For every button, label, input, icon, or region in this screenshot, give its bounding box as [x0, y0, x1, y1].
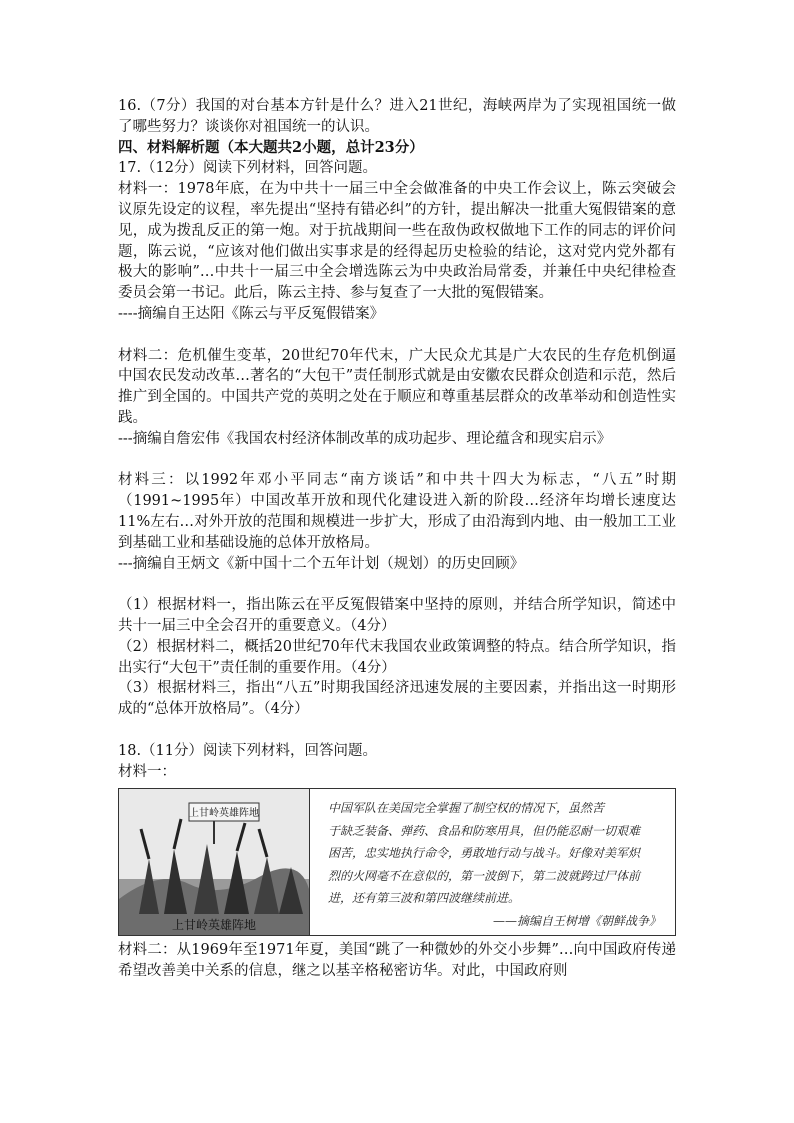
q17-material-2-source: ---摘编自詹宏伟《我国农村经济体制改革的成功起步、理论蕴含和现实启示》: [118, 430, 612, 447]
q18-quote-text: [310, 789, 675, 935]
question-18-intro: 18.（11分）阅读下列材料，回答问题。: [118, 742, 378, 759]
shangganling-photo: [119, 789, 310, 935]
photo-sign-text: 上甘岭英雄阵地: [189, 808, 259, 820]
q17-material-3-source: ---摘编自王炳文《新中国十二个五年计划（规划）的历史回顾》: [118, 555, 525, 572]
photo-caption: 上甘岭英雄阵地: [171, 918, 256, 933]
q18-material-2: 材料二：从1969年至1971年夏，美国“跳了一种微妙的外交小步舞”…向中国政府传递希望改善美中关系的信息，继之以基辛格秘密访华。对此，中国政府则: [118, 942, 676, 980]
document-page: [118, 96, 676, 982]
soldiers-photo-illustration: [119, 789, 309, 935]
q17-sub-question-1: （1）根据材料一，指出陈云在平反冤假错案中坚持的原则，并结合所学知识，简述中共十一届三中全会召开的重要意义。（4分）: [118, 597, 676, 634]
q18-material-1-figure: [118, 788, 676, 936]
q17-material-1-source: ----摘编自王达阳《陈云与平反冤假错案》: [118, 305, 385, 322]
quote-line: 进，还有第三波和第四波继续前进。: [328, 891, 521, 906]
quote-line: 于缺乏装备、弹药、食品和防寒用具，但仍能忍耐一切艰难: [328, 823, 641, 838]
q17-material-2: 材料二：危机催生变革，20世纪70年代末，广大民众尤其是广大农民的生存危机倒逼中国农民发动改革…著名的“大包干”责任制形式就是由安徽农民群众创造和示范，然后推广到全国的。中国共产党的英明之处在于顺应和尊重基层群众的改革举动和创造性实践。: [118, 347, 676, 426]
quote-source: ——摘编自王树增《朝鲜战争》: [492, 913, 661, 928]
question-16: 16.（7分）我国的对台基本方针是什么？进入21世纪，海峡两岸为了实现祖国统一做了哪些努力？谈谈你对祖国统一的认识。: [118, 98, 676, 135]
quote-line: 困苦，忠实地执行命令，勇敢地行动与战斗。好像对美军炽: [328, 846, 641, 861]
q18-material-1-label: 材料一：: [118, 763, 176, 780]
q17-material-1: 材料一：1978年底，在为中共十一届三中全会做准备的中央工作会议上，陈云突破会议原先设定的议程，率先提出“坚持有错必纠”的方针，提出解决一批重大冤假错案的意见，成为拨乱反正的第一炮。对于抗战期间一些在敌伪政权做地下工作的同志的评价问题，陈云说，“应该对他们做出实事求是的经得起历史检验的结论，这对党内党外都有极大的影响”…中共十一届三中全会增选陈云为中央政治局常委，并兼任中央纪律检查委员会第一书记。此后，陈云主持、参与复查了一大批的冤假错案。: [118, 181, 676, 302]
q17-sub-question-3: （3）根据材料三，指出“八五”时期我国经济迅速发展的主要因素，并指出这一时期形成的“总体开放格局”。（4分）: [118, 680, 676, 718]
quote-line: 中国军队在美国完全掌握了制空权的情况下，虽然苦: [328, 801, 605, 816]
section-4-title: 四、材料解析题（本大题共2小题，总计23分）: [118, 138, 424, 156]
q17-sub-question-2: （2）根据材料二，概括20世纪70年代末我国农业政策调整的特点。结合所学知识，指出实行“大包干”责任制的重要作用。（4分）: [118, 638, 676, 676]
q17-material-3: 材料三：以1992年邓小平同志“南方谈话”和中共十四大为标志，“八五”时期（1991~1995年）中国改革开放和现代化建设进入新的阶段…经济年均增长速度达11%左右…对外开放的范围和规模进一步扩大，形成了由沿海到内地、由一般加工工业到基础工业和基础设施的总体开放格局。: [118, 472, 676, 551]
question-17-intro: 17.（12分）阅读下列材料，回答问题。: [118, 160, 378, 177]
quote-line: 烈的火网毫不在意似的，第一波倒下，第二波就跨过尸体前: [328, 868, 641, 883]
